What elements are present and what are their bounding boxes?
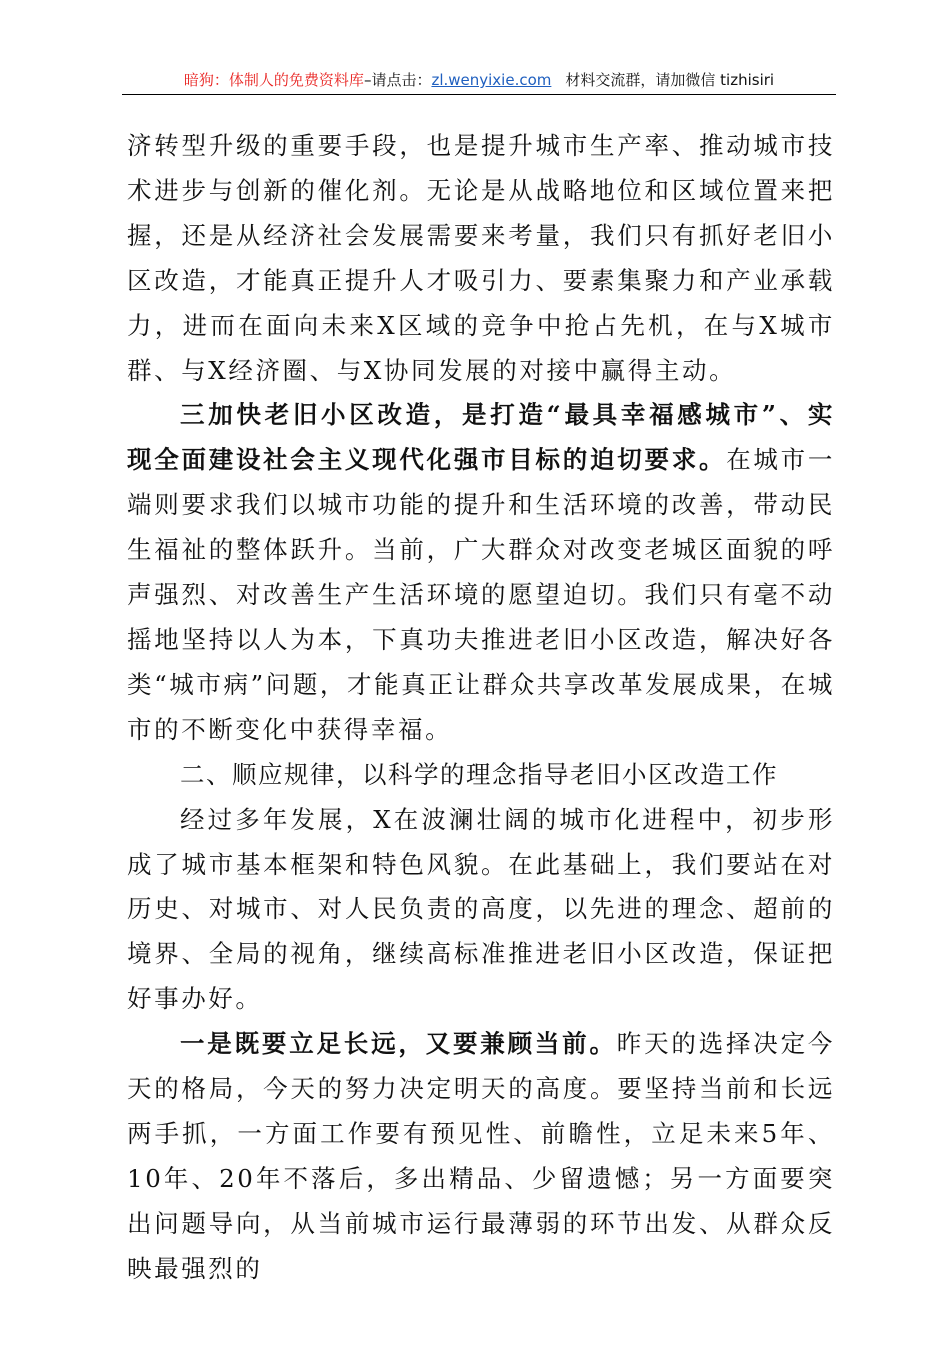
promo-text: 暗狗：体制人的免费资料库: [183, 71, 364, 89]
paragraph-section-intro: 经过多年发展，X在波澜壮阔的城市化进程中，初步形成了城市基本框架和特色风貌。在此基础上，我们要站在对历史、对城市、对人民负责的高度，以先进的理念、超前的境界、全局的视角，继续高标准推进老旧小区改造，保证把好事办好。: [127, 804, 835, 1014]
click-prompt: –请点击：: [363, 71, 432, 89]
paragraph-text: 昨天的选择决定今天的格局，今天的努力决定明天的高度。要坚持当前和长远两手抓，一方面工作要有预见性、前瞻性，立足未来5年、10年、20年不落后，多出精品、少留遗憾；另一方面要突出问题导向，从当前城市运行最薄弱的环节出发、从群众反映最强烈的: [127, 1029, 835, 1283]
paragraph-lead-bold: 一是既要立足长远，又要兼顾当前。: [180, 1029, 617, 1059]
document-body: [127, 124, 835, 1292]
website-link[interactable]: zl.wenyixie.com: [431, 71, 552, 89]
section-heading: 二、顺应规律，以科学的理念指导老旧小区改造工作: [180, 759, 778, 789]
paragraph-lead-bold: 三加快老旧小区改造，是打造“最具幸福感城市”、实现全面建设社会主义现代化强市目标的迫切要求。: [127, 400, 835, 475]
page-header: [122, 68, 836, 95]
paragraph-continuation: 济转型升级的重要手段，也是提升城市生产率、推动城市技术进步与创新的催化剂。无论是从战略地位和区域位置来把握，还是从经济社会发展需要来考量，我们只有抓好老旧小区改造，才能真正提升人才吸引力、要素集聚力和产业承载力，进而在面向未来X区域的竞争中抢占先机，在与X城市群、与X经济圈、与X协同发展的对接中赢得主动。: [127, 131, 835, 385]
paragraph-text: 在城市一端则要求我们以城市功能的提升和生活环境的改善，带动民生福祉的整体跃升。当前，广大群众对改变老城区面貌的呼声强烈、对改善生产生活环境的愿望迫切。我们只有毫不动摇地坚持以人为本，下真功夫推进老旧小区改造，解决好各类“城市病”问题，才能真正让群众共享改革发展成果，在城市的不断变化中获得幸福。: [127, 445, 835, 744]
contact-text: 材料交流群，请加微信 tizhisiri: [565, 71, 775, 89]
paragraph-point-three: [127, 393, 835, 752]
paragraph-point-one: [127, 1022, 835, 1291]
